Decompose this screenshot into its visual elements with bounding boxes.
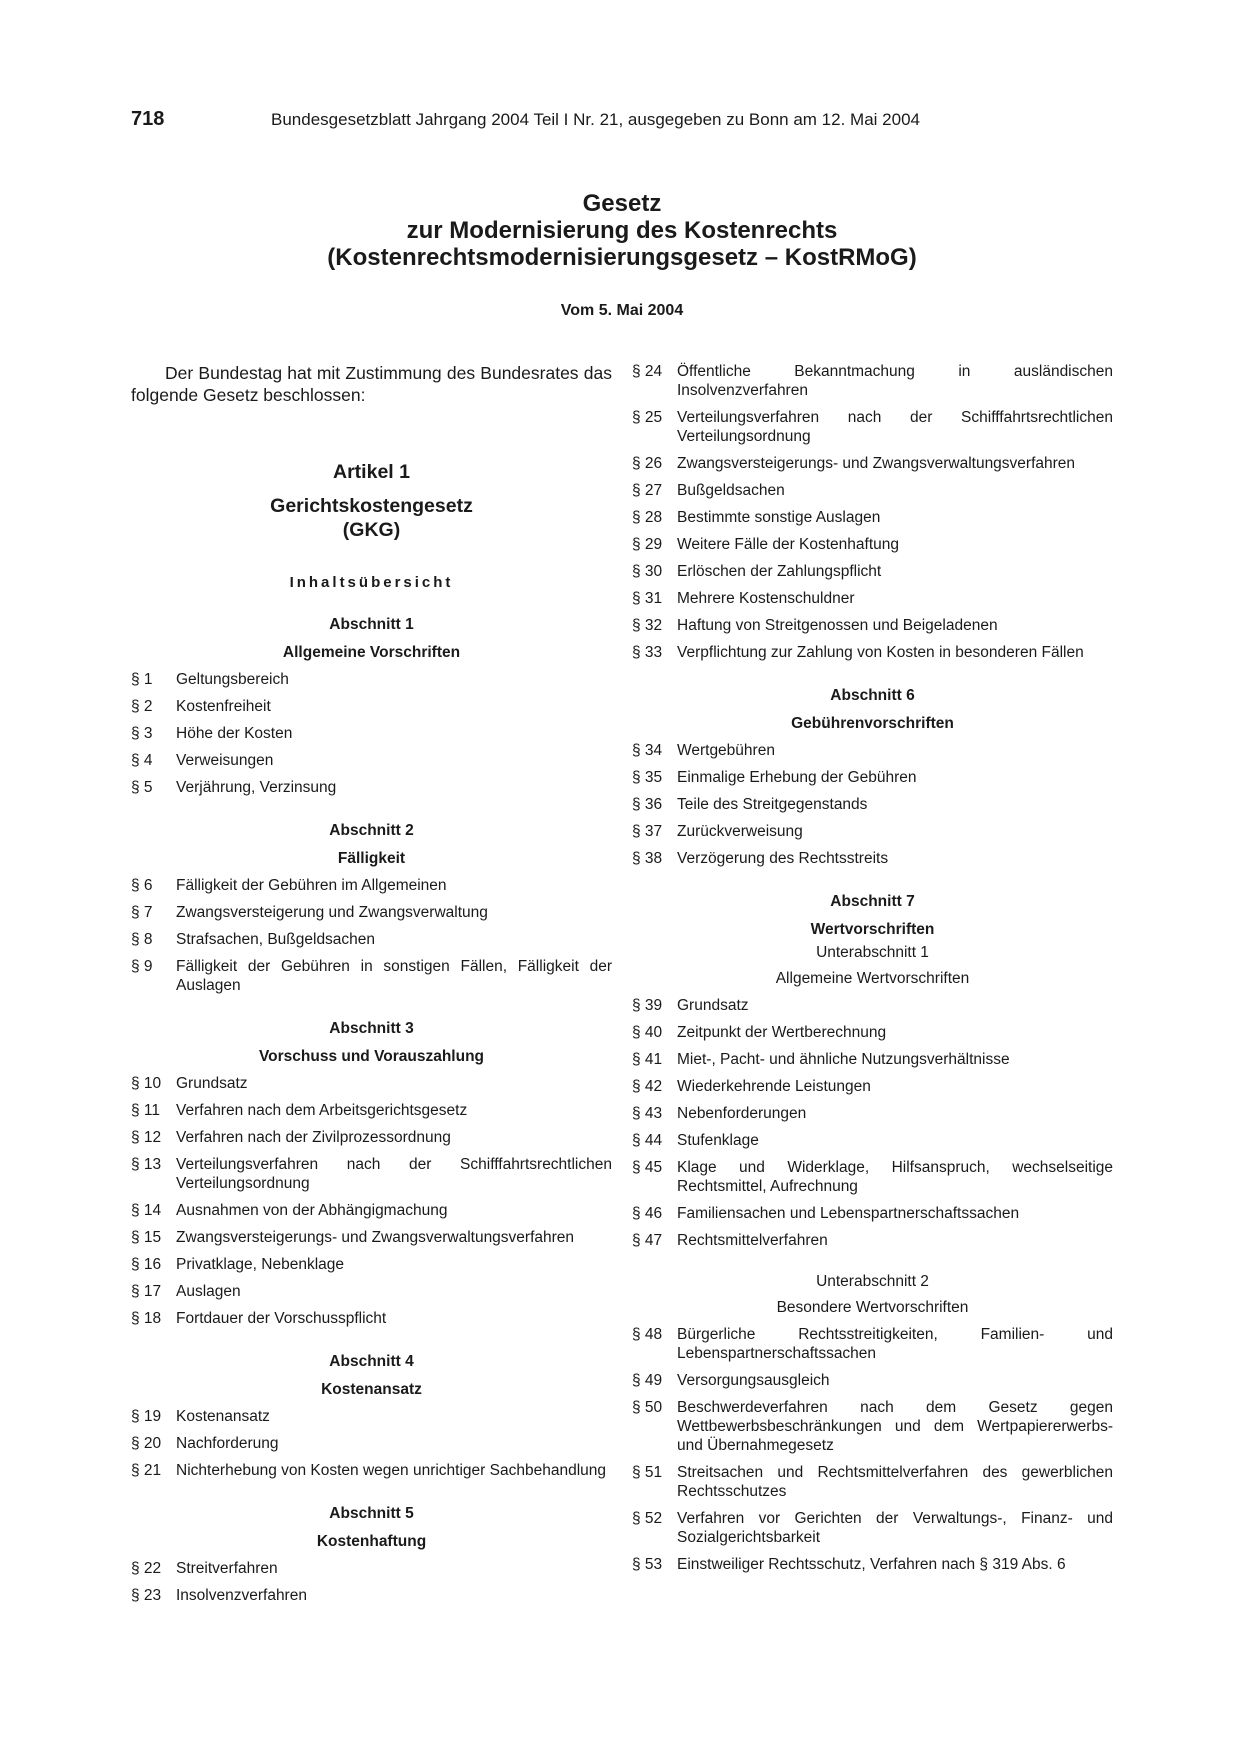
toc-entry bbox=[632, 1463, 1113, 1501]
toc-entry bbox=[131, 1128, 612, 1147]
toc-entry bbox=[131, 724, 612, 743]
paragraph-number: § 17 bbox=[131, 1283, 162, 1300]
paragraph-number: § 20 bbox=[131, 1435, 162, 1452]
paragraph-title: Zwangsversteigerungs- und Zwangsverwaltungsverfahren bbox=[677, 455, 1076, 472]
toc-entry bbox=[131, 1559, 612, 1578]
paragraph-title: Ausnahmen von der Abhängigmachung bbox=[176, 1202, 448, 1219]
paragraph-number: § 8 bbox=[131, 931, 153, 948]
section-label: Abschnitt 3 bbox=[329, 1020, 414, 1037]
toc-entry bbox=[632, 362, 1113, 400]
paragraph-number: § 39 bbox=[632, 997, 663, 1014]
subsection-name: Allgemeine Wertvorschriften bbox=[775, 970, 970, 987]
paragraph-title: Zwangsversteigerung und Zwangsverwaltung bbox=[176, 904, 488, 921]
toc-entry bbox=[131, 778, 612, 797]
section-label: Abschnitt 5 bbox=[329, 1505, 414, 1522]
paragraph-number: § 27 bbox=[632, 482, 663, 499]
paragraph-title: Teile des Streitgegenstands bbox=[677, 796, 868, 813]
paragraph-number: § 2 bbox=[131, 698, 153, 715]
paragraph-title: Einstweiliger Rechtsschutz, Verfahren nach § 319 Abs. 6 bbox=[677, 1556, 1066, 1573]
paragraph-title: Bürgerliche Rechtsstreitigkeiten, Familien- und Lebenspartnerschaftssachen bbox=[677, 1326, 1113, 1362]
toc-entry bbox=[131, 670, 612, 689]
paragraph-number: § 19 bbox=[131, 1408, 162, 1425]
toc-entry bbox=[632, 481, 1113, 500]
paragraph-number: § 11 bbox=[131, 1102, 161, 1119]
paragraph-number: § 7 bbox=[131, 904, 153, 921]
section-name: Kostenhaftung bbox=[316, 1533, 427, 1550]
paragraph-title: Fälligkeit der Gebühren im Allgemeinen bbox=[176, 877, 447, 894]
paragraph-title: Höhe der Kosten bbox=[176, 725, 293, 742]
paragraph-title: Haftung von Streitgenossen und Beigeladenen bbox=[677, 617, 998, 634]
paragraph-title: Weitere Fälle der Kostenhaftung bbox=[677, 536, 900, 553]
toc-entry bbox=[632, 795, 1113, 814]
toc-entry bbox=[632, 1555, 1113, 1574]
toc-entry bbox=[131, 1228, 612, 1247]
page-header bbox=[131, 108, 1113, 132]
toc-entry bbox=[632, 1325, 1113, 1363]
paragraph-title: Verpflichtung zur Zahlung von Kosten in besonderen Fällen bbox=[677, 644, 1084, 661]
paragraph-number: § 41 bbox=[632, 1051, 663, 1068]
toc-entry bbox=[632, 408, 1113, 446]
toc-entry bbox=[131, 1255, 612, 1274]
toc-title: Inhaltsübersicht bbox=[289, 574, 454, 591]
subsection-label: Unterabschnitt 1 bbox=[816, 944, 929, 961]
paragraph-title: Kostenansatz bbox=[176, 1408, 270, 1425]
law-date: Vom 5. Mai 2004 bbox=[560, 302, 684, 319]
paragraph-number: § 51 bbox=[632, 1464, 663, 1481]
paragraph-title: Geltungsbereich bbox=[176, 671, 289, 688]
toc-entry bbox=[632, 1158, 1113, 1196]
paragraph-title: Grundsatz bbox=[176, 1075, 248, 1092]
paragraph-number: § 42 bbox=[632, 1078, 663, 1095]
toc-entry bbox=[632, 996, 1113, 1015]
toc-entry bbox=[632, 1104, 1113, 1123]
toc-entry bbox=[632, 741, 1113, 760]
paragraph-title: Insolvenzverfahren bbox=[176, 1587, 307, 1604]
paragraph-title: Beschwerdeverfahren nach dem Gesetz gegen Wettbewerbsbeschränkungen und dem Wertpapiererwerbs- und Übernahmegesetz bbox=[677, 1399, 1113, 1454]
paragraph-title: Stufenklage bbox=[677, 1132, 759, 1149]
subsection-name: Besondere Wertvorschriften bbox=[776, 1299, 969, 1316]
paragraph-title: Auslagen bbox=[176, 1283, 241, 1300]
section-name: Fälligkeit bbox=[337, 850, 406, 867]
paragraph-title: Zurückverweisung bbox=[677, 823, 803, 840]
section-name: Wertvorschriften bbox=[810, 921, 935, 938]
toc-entry bbox=[131, 957, 612, 995]
title-line-2: zur Modernisierung des Kostenrechts bbox=[406, 217, 838, 244]
section-label: Abschnitt 2 bbox=[329, 822, 414, 839]
section-label: Abschnitt 4 bbox=[329, 1353, 414, 1370]
toc-entry bbox=[131, 1155, 612, 1193]
paragraph-title: Öffentliche Bekanntmachung in ausländischen Insolvenzverfahren bbox=[677, 363, 1113, 399]
paragraph-title: Familiensachen und Lebenspartnerschaftssachen bbox=[677, 1205, 1020, 1222]
toc-entry bbox=[131, 1586, 612, 1605]
paragraph-number: § 29 bbox=[632, 536, 663, 553]
left-column bbox=[131, 362, 612, 1605]
toc-entry bbox=[632, 589, 1113, 608]
paragraph-title: Streitverfahren bbox=[176, 1560, 278, 1577]
paragraph-title: Verzögerung des Rechtsstreits bbox=[677, 850, 889, 867]
toc-entry bbox=[632, 562, 1113, 581]
paragraph-number: § 50 bbox=[632, 1399, 663, 1416]
paragraph-title: Streitsachen und Rechtsmittelverfahren des gewerblichen Rechtsschutzes bbox=[677, 1464, 1113, 1500]
paragraph-number: § 30 bbox=[632, 563, 663, 580]
paragraph-number: § 6 bbox=[131, 877, 153, 894]
paragraph-number: § 36 bbox=[632, 796, 663, 813]
toc-entry bbox=[131, 1201, 612, 1220]
paragraph-number: § 14 bbox=[131, 1202, 162, 1219]
paragraph-title: Mehrere Kostenschuldner bbox=[677, 590, 855, 607]
section-name: Allgemeine Vorschriften bbox=[282, 644, 461, 661]
toc-entry bbox=[632, 1509, 1113, 1547]
paragraph-number: § 43 bbox=[632, 1105, 663, 1122]
paragraph-number: § 31 bbox=[632, 590, 663, 607]
paragraph-title: Verfahren nach dem Arbeitsgerichtsgesetz bbox=[176, 1102, 468, 1119]
paragraph-title: Grundsatz bbox=[677, 997, 749, 1014]
paragraph-title: Erlöschen der Zahlungspflicht bbox=[677, 563, 882, 580]
paragraph-number: § 1 bbox=[131, 671, 153, 688]
toc-entry bbox=[131, 1309, 612, 1328]
paragraph-number: § 44 bbox=[632, 1132, 663, 1149]
paragraph-number: § 13 bbox=[131, 1156, 162, 1173]
paragraph-title: Verteilungsverfahren nach der Schifffahrtsrechtlichen Verteilungsordnung bbox=[677, 409, 1113, 445]
toc-entry bbox=[632, 1077, 1113, 1096]
toc-entry bbox=[632, 454, 1113, 473]
paragraph-title: Miet-, Pacht- und ähnliche Nutzungsverhältnisse bbox=[677, 1051, 1010, 1068]
toc-entry bbox=[632, 1371, 1113, 1390]
toc-entry bbox=[632, 1398, 1113, 1455]
paragraph-title: Privatklage, Nebenklage bbox=[176, 1256, 345, 1273]
section-label: Abschnitt 1 bbox=[329, 616, 414, 633]
toc-entry bbox=[632, 1023, 1113, 1042]
toc-entry bbox=[632, 643, 1113, 662]
toc-entry bbox=[131, 903, 612, 922]
paragraph-number: § 37 bbox=[632, 823, 663, 840]
paragraph-number: § 9 bbox=[131, 958, 153, 975]
toc-entry bbox=[632, 508, 1113, 527]
toc-entry bbox=[131, 697, 612, 716]
toc-entry bbox=[131, 1407, 612, 1426]
paragraph-number: § 40 bbox=[632, 1024, 663, 1041]
paragraph-title: Einmalige Erhebung der Gebühren bbox=[677, 769, 917, 786]
paragraph-number: § 15 bbox=[131, 1229, 162, 1246]
paragraph-title: Wiederkehrende Leistungen bbox=[677, 1078, 871, 1095]
paragraph-number: § 18 bbox=[131, 1310, 162, 1327]
paragraph-number: § 38 bbox=[632, 850, 663, 867]
paragraph-number: § 22 bbox=[131, 1560, 162, 1577]
paragraph-number: § 3 bbox=[131, 725, 153, 742]
paragraph-title: Verteilungsverfahren nach der Schifffahrtsrechtlichen Verteilungsordnung bbox=[176, 1156, 612, 1192]
section-label: Abschnitt 7 bbox=[830, 893, 915, 910]
paragraph-number: § 33 bbox=[632, 644, 663, 661]
paragraph-number: § 53 bbox=[632, 1556, 663, 1573]
paragraph-title: Versorgungsausgleich bbox=[677, 1372, 830, 1389]
toc-entry bbox=[632, 1204, 1113, 1223]
paragraph-title: Verfahren vor Gerichten der Verwaltungs-, Finanz- und Sozialgerichtsbarkeit bbox=[677, 1510, 1113, 1546]
section-name: Kostenansatz bbox=[321, 1381, 422, 1398]
paragraph-number: § 12 bbox=[131, 1129, 162, 1146]
toc-entry bbox=[131, 876, 612, 895]
paragraph-title: Nichterhebung von Kosten wegen unrichtiger Sachbehandlung bbox=[176, 1462, 606, 1479]
intro-paragraph: Der Bundestag hat mit Zustimmung des Bundesrates das folgende Gesetz beschlossen: bbox=[131, 363, 612, 405]
article-label: Artikel 1 bbox=[333, 461, 410, 483]
paragraph-number: § 35 bbox=[632, 769, 663, 786]
paragraph-number: § 26 bbox=[632, 455, 663, 472]
section-name: Gebührenvorschriften bbox=[791, 715, 954, 732]
toc-entry bbox=[632, 1131, 1113, 1150]
paragraph-title: Fortdauer der Vorschusspflicht bbox=[176, 1310, 387, 1327]
toc-entry bbox=[131, 1461, 612, 1480]
paragraph-number: § 32 bbox=[632, 617, 663, 634]
paragraph-number: § 23 bbox=[131, 1587, 162, 1604]
paragraph-title: Bußgeldsachen bbox=[677, 482, 785, 499]
paragraph-number: § 4 bbox=[131, 752, 153, 769]
running-head: Bundesgesetzblatt Jahrgang 2004 Teil I Nr. 21, ausgegeben zu Bonn am 12. Mai 2004 bbox=[271, 110, 920, 129]
toc-entry bbox=[632, 1050, 1113, 1069]
toc-entry bbox=[632, 1231, 1113, 1250]
paragraph-number: § 16 bbox=[131, 1256, 162, 1273]
toc-entry bbox=[632, 822, 1113, 841]
section-name: Vorschuss und Vorauszahlung bbox=[258, 1048, 485, 1065]
toc-entry bbox=[131, 1101, 612, 1120]
toc-entry bbox=[131, 1434, 612, 1453]
paragraph-title: Klage und Widerklage, Hilfsanspruch, wechselseitige Rechtsmittel, Aufrechnung bbox=[677, 1159, 1113, 1195]
page-number: 718 bbox=[131, 108, 165, 130]
subsection-label: Unterabschnitt 2 bbox=[816, 1273, 929, 1290]
paragraph-title: Rechtsmittelverfahren bbox=[677, 1232, 828, 1249]
paragraph-title: Zwangsversteigerungs- und Zwangsverwaltungsverfahren bbox=[176, 1229, 575, 1246]
toc-entry bbox=[131, 1282, 612, 1301]
paragraph-title: Nebenforderungen bbox=[677, 1105, 807, 1122]
paragraph-title: Verweisungen bbox=[176, 752, 274, 769]
paragraph-title: Nachforderung bbox=[176, 1435, 279, 1452]
right-column bbox=[632, 362, 1113, 1574]
toc-entry bbox=[632, 535, 1113, 554]
toc-entry bbox=[131, 930, 612, 949]
paragraph-number: § 47 bbox=[632, 1232, 663, 1249]
paragraph-title: Zeitpunkt der Wertberechnung bbox=[677, 1024, 887, 1041]
title-line-1: Gesetz bbox=[582, 190, 662, 217]
paragraph-number: § 28 bbox=[632, 509, 663, 526]
title-line-3: (Kostenrechtsmodernisierungsgesetz – KostRMoG) bbox=[327, 244, 917, 271]
section-label: Abschnitt 6 bbox=[830, 687, 915, 704]
toc-entry bbox=[632, 616, 1113, 635]
article-name bbox=[131, 494, 612, 542]
toc-entry bbox=[131, 751, 612, 770]
law-title bbox=[0, 190, 1244, 271]
paragraph-title: Verjährung, Verzinsung bbox=[176, 779, 337, 796]
paragraph-number: § 10 bbox=[131, 1075, 162, 1092]
paragraph-title: Verfahren nach der Zivilprozessordnung bbox=[176, 1129, 451, 1146]
toc-entry bbox=[632, 849, 1113, 868]
paragraph-title: Kostenfreiheit bbox=[176, 698, 271, 715]
paragraph-title: Bestimmte sonstige Auslagen bbox=[677, 509, 881, 526]
paragraph-number: § 21 bbox=[131, 1462, 162, 1479]
article-name-line-2: (GKG) bbox=[342, 519, 401, 541]
paragraph-number: § 34 bbox=[632, 742, 663, 759]
article-name-line-1: Gerichtskostengesetz bbox=[270, 495, 473, 517]
paragraph-number: § 49 bbox=[632, 1372, 663, 1389]
paragraph-number: § 25 bbox=[632, 409, 663, 426]
paragraph-number: § 48 bbox=[632, 1326, 663, 1343]
paragraph-number: § 24 bbox=[632, 363, 663, 380]
paragraph-title: Fälligkeit der Gebühren in sonstigen Fällen, Fälligkeit der Auslagen bbox=[176, 958, 612, 994]
toc-entry bbox=[632, 768, 1113, 787]
paragraph-title: Wertgebühren bbox=[677, 742, 775, 759]
paragraph-title: Strafsachen, Bußgeldsachen bbox=[176, 931, 376, 948]
paragraph-number: § 45 bbox=[632, 1159, 663, 1176]
paragraph-number: § 5 bbox=[131, 779, 153, 796]
paragraph-number: § 52 bbox=[632, 1510, 663, 1527]
paragraph-number: § 46 bbox=[632, 1205, 663, 1222]
toc-entry bbox=[131, 1074, 612, 1093]
